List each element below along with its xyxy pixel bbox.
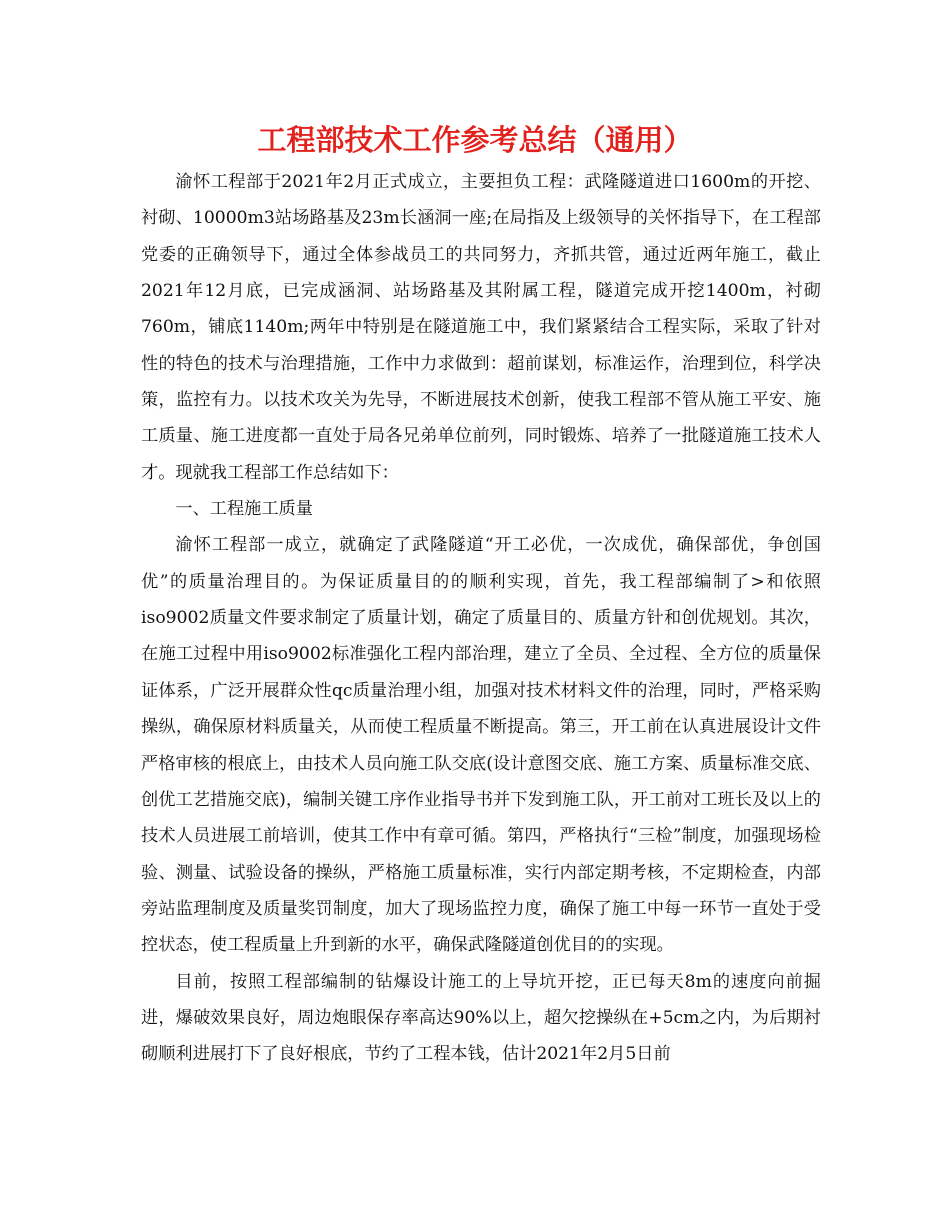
section-heading-quality: 一、工程施工质量 bbox=[175, 499, 313, 520]
paragraph-progress: 目前，按照工程部编制的钻爆设计施工的上导坑开挖，正已每天8m的速度向前掘进，爆破效果良好，周边炮眼保存率高达90%以上，超欠挖操纵在+5cm之内，为后期衬砌顺利进展打下了良好根底，节约了工程本钱，估计2021年2月5日前 bbox=[141, 971, 821, 1065]
paragraph-quality: 渝怀工程部一成立，就确定了武隆隧道“开工必优，一次成优，确保部优，争创国优”的质量治理目的。为保证质量目的的顺利实现，首先，我工程部编制了>和依照iso9002质量文件要求制定了质量计划，确定了质量目的、质量方针和创优规划。其次，在施工过程中用iso9002标准强化工程内部治理，建立了全员、全过程、全方位的质量保证体系，广泛开展群众性qc质量治理小组，加强对技术材料文件的治理，同时，严格采购操纵，确保原材料质量关，从而使工程质量不断提高。第三，开工前在认真进展设计文件严格审核的根底上，由技术人员向施工队交底(设计意图交底、施工方案、质量标准交底、创优工艺措施交底)，编制关键工序作业指导书并下发到施工队，开工前对工班长及以上的技术人员进展工前培训，使其工作中有章可循。第四，严格执行“三检”制度，加强现场检验、测量、试验设备的操纵，严格施工质量标准，实行内部定期考核，不定期检查，内部旁站监理制度及质量奖罚制度，加大了现场监控力度，确保了施工中每一环节一直处于受控状态，使工程质量上升到新的水平，确保武隆隧道创优目的的实现。 bbox=[141, 535, 821, 956]
document-title: 工程部技术工作参考总结（通用） bbox=[257, 123, 693, 157]
paragraph-intro: 渝怀工程部于2021年2月正式成立，主要担负工程：武隆隧道进口1600m的开挖、衬砌、10000m3站场路基及23m长涵洞一座;在局指及上级领导的关怀指导下，在工程部党委的正确领导下，通过全体参战员工的共同努力，齐抓共管，通过近两年施工，截止2021年12月底，已完成涵洞、站场路基及其附属工程，隧道完成开挖1400m，衬砌760m，铺底1140m;两年中特别是在隧道施工中，我们紧紧结合工程实际，采取了针对性的特色的技术与治理措施，工作中力求做到：超前谋划，标准运作，治理到位，科学决策，监控有力。以技术攻关为先导，不断进展技术创新，使我工程部不管从施工平安、施工质量、施工进度都一直处于局各兄弟单位前列，同时锻炼、培养了一批隧道施工技术人才。现就我工程部工作总结如下： bbox=[141, 172, 821, 483]
document-body bbox=[141, 164, 821, 1073]
